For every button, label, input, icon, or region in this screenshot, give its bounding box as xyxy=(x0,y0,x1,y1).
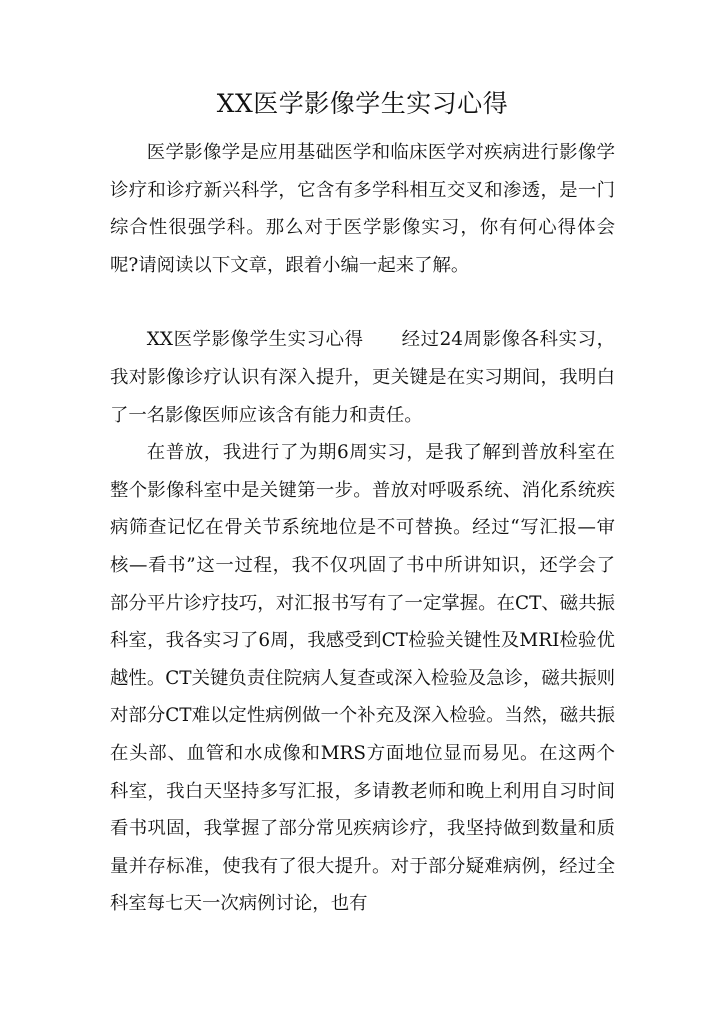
body-paragraph-2: 在普放，我进行了为期6周实习，是我了解到普放科室在整个影像科室中是关键第一步。普放对呼吸系统、消化系统疾病筛查记忆在骨关节系统地位是不可替换。经过“写汇报—审核—看书”这一过程，我不仅巩固了书中所讲知识，还学会了部分平片诊疗技巧，对汇报书写有了一定掌握。在CT、磁共振科室，我各实习了6周，我感受到CT检验关键性及MRI检验优越性。CT关键负责住院病人复查或深入检验及急诊，磁共振则对部分CT难以定性病例做一个补充及深入检验。当然，磁共振在头部、血管和水成像和MRS方面地位显而易见。在这两个科室，我白天坚持多写汇报，多请教老师和晚上利用自习时间看书巩固，我掌握了部分常见疾病诊疗，我坚持做到数量和质量并存标准，使我有了很大提升。对于部分疑难病例，经过全科室每七天一次病例讨论，也有 xyxy=(110,442,615,915)
body-paragraph-1: XX医学影像学生实习心得 经过24周影像各科实习，我对影像诊疗认识有深入提升，更关键是在实习期间，我明白了一名影像医师应该含有能力和责任。 xyxy=(110,329,615,426)
document-page xyxy=(110,84,615,923)
document-title: XX医学影像学生实习心得 xyxy=(216,89,509,118)
paragraph-spacer xyxy=(110,284,615,321)
intro-paragraph: 医学影像学是应用基础医学和临床医学对疾病进行影像学诊疗和诊疗新兴科学，它含有多学科相互交叉和渗透，是一门综合性很强学科。那么对于医学影像实习，你有何心得体会呢?请阅读以下文章，跟着小编一起来了解。 xyxy=(110,142,615,276)
